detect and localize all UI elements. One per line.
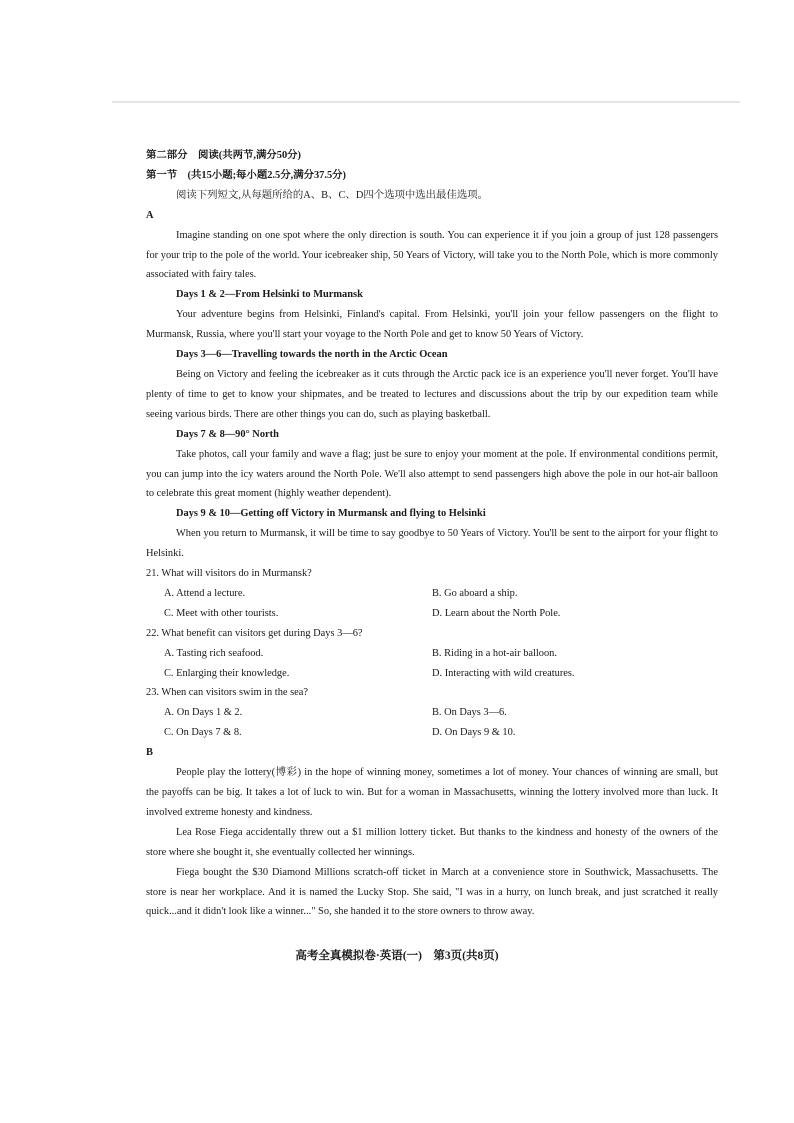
option-a[interactable]: A. Tasting rich seafood. [164,647,264,659]
option-c[interactable]: C. Enlarging their knowledge. [164,667,290,679]
option-b[interactable]: B. Riding in a hot-air balloon. [432,647,557,659]
exam-page [146,146,718,922]
question-22: 22. What benefit can visitors get during Days 3—6? [146,627,363,639]
section-text-4: When you return to Murmansk, it will be time to say goodbye to 50 Years of Victory. You'll be sent to the airport for your flight to Helsinki. [146,528,718,560]
passage-a-label: A [146,209,154,221]
section-text-3: Take photos, call your family and wave a flag; just be sure to enjoy your moment at the pole. If environmental conditions permit, you can jump into the icy waters around the North Pole. We'll also attempt to send passengers high above the pole in our hot-air balloon to celebrate this great moment (highly weather dependent). [146,448,718,500]
passage-b-paragraph-3: Fiega bought the $30 Diamond Millions scratch-off ticket in March at a convenience store in Southwick, Massachusetts. The store is near her workplace. And it is named the Lucky Stop. She said, "I was in a hurry, on lunch break, and just scratched it really quick...and it didn't look like a winner..." So, she handed it to the store owners to throw away. [146,866,718,918]
section-heading-2: Days 3—6—Travelling towards the north in the Arctic Ocean [176,349,448,361]
option-d[interactable]: D. On Days 9 & 10. [432,727,516,739]
part-heading: 第二部分 阅读(共两节,满分50分) [146,150,301,161]
question-23-options [146,703,718,743]
question-22-options [146,644,718,684]
top-divider [112,101,740,103]
option-c[interactable]: C. Meet with other tourists. [164,607,279,619]
option-b[interactable]: B. Go aboard a ship. [432,587,518,599]
option-a[interactable]: A. Attend a lecture. [164,587,246,599]
section-text-1: Your adventure begins from Helsinki, Finland's capital. From Helsinki, you'll join your fellow passengers on the flight to Murmansk, Russia, where you'll start your voyage to the North Pole and get to know 50 Years of Victory. [146,309,718,341]
option-b[interactable]: B. On Days 3—6. [432,707,507,719]
option-d[interactable]: D. Learn about the North Pole. [432,607,561,619]
passage-b-paragraph-2: Lea Rose Fiega accidentally threw out a $1 million lottery ticket. But thanks to the kindness and honesty of the owners of the store where she bought it, she eventually collected her winnings. [146,826,718,858]
section-text-2: Being on Victory and feeling the icebreaker as it cuts through the Arctic pack ice is an experience you'll never forget. You'll have plenty of time to get to know your shipmates, and be treated to lectures and discussions about the trip by our expedition team while seeing various birds. There are other things you can do, such as playing basketball. [146,368,718,420]
question-21: 21. What will visitors do in Murmansk? [146,568,312,580]
section-heading-3: Days 7 & 8—90° North [176,428,279,440]
passage-a-intro: Imagine standing on one spot where the only direction is south. You can experience it if you join a group of just 128 passengers for your trip to the pole of the world. Your icebreaker ship, 50 Years of Victory, will take you to the North Pole, which is more commonly associated with fairy tales. [146,229,718,281]
option-c[interactable]: C. On Days 7 & 8. [164,727,242,739]
page-footer: 高考全真模拟卷·英语(一) 第3页(共8页) [295,950,499,962]
option-d[interactable]: D. Interacting with wild creatures. [432,667,575,679]
option-a[interactable]: A. On Days 1 & 2. [164,707,243,719]
section-heading-1: Days 1 & 2—From Helsinki to Murmansk [176,289,363,301]
instruction: 阅读下列短文,从每题所给的A、B、C、D四个选项中选出最佳选项。 [176,189,489,201]
question-23: 23. When can visitors swim in the sea? [146,687,308,699]
question-21-options [146,584,718,624]
section-heading: 第一节 (共15小题;每小题2.5分,满分37.5分) [146,169,347,181]
section-heading-4: Days 9 & 10—Getting off Victory in Murmansk and flying to Helsinki [176,508,486,520]
passage-b-paragraph-1: People play the lottery(博彩) in the hope of winning money, sometimes a lot of money. Your chances of winning are small, but the payoffs can be big. It takes a lot of luck to win. But for a woman in Massachusetts, winning the lottery involved more than luck. It involved extreme honesty and kindness. [146,767,718,818]
passage-b-label: B [146,747,153,759]
